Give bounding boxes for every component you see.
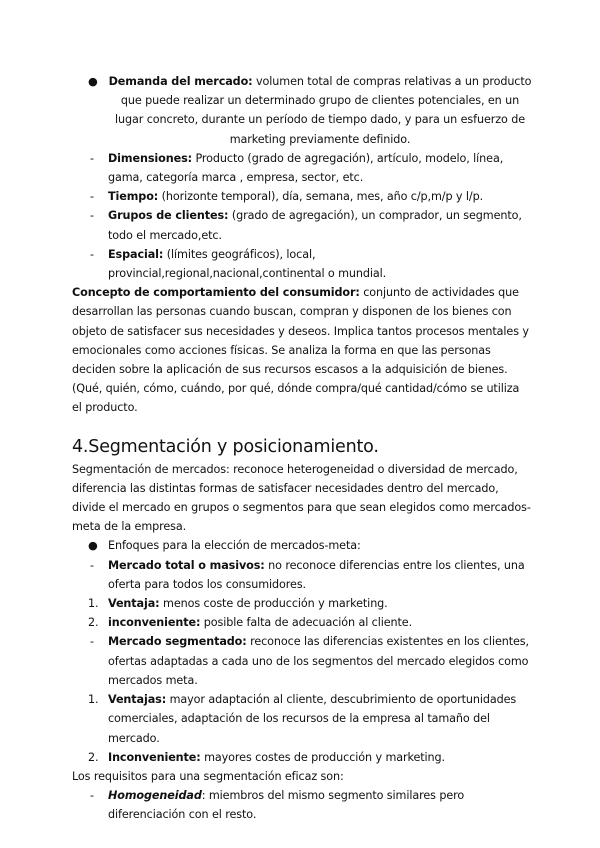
definition-text: mayores costes de producción y marketing.: [200, 750, 446, 764]
section-heading: 4.Segmentación y posicionamiento.: [72, 436, 379, 457]
term-label: Ventajas:: [108, 693, 167, 707]
dash-marker: -: [90, 558, 94, 572]
document-body: [72, 72, 532, 825]
term-label: Mercado total o masivos:: [108, 558, 265, 572]
definition-text: (horizonte temporal), día, semana, mes, año c/p,m/p y l/p.: [158, 190, 484, 204]
list-item-enfoques: [72, 536, 532, 555]
paragraph-segmentacion: Segmentación de mercados: reconoce heterogeneidad o diversidad de mercado, diferencia las distintas formas de satisfacer necesidades dentro del mercado, divide el mercado en grupos o segmentos para que sean elegidos como mercados-meta de la empresa.: [72, 462, 531, 534]
number-marker: 1.: [88, 597, 99, 611]
list-item-grupos: [72, 206, 532, 244]
term-label: Homogeneidad: [108, 789, 202, 803]
list-item-homogeneidad: [72, 786, 532, 824]
definition-text: posible falta de adecuación al cliente.: [200, 616, 413, 630]
definition-text: no reconoce diferencias entre los clientes, una oferta para todos los consumidores.: [108, 558, 525, 591]
item-text: Enfoques para la elección de mercados-meta:: [108, 539, 361, 553]
term-label: Concepto de comportamiento del consumidor:: [72, 286, 360, 300]
number-marker: 2.: [88, 616, 99, 630]
list-item-dimensiones: [72, 149, 532, 187]
bullet-marker: ●: [88, 75, 98, 88]
definition-text: menos coste de producción y marketing.: [159, 597, 388, 611]
list-item-demanda: [72, 72, 532, 149]
definition-text: mayor adaptación al cliente, descubrimiento de oportunidades comerciales, adaptación de los recursos de la empresa al tamaño del mercado.: [108, 693, 517, 745]
paragraph-concepto: [72, 283, 532, 417]
definition-text: conjunto de actividades que desarrollan las personas cuando buscan, compran y disponen de los bienes con objeto de satisfacer sus necesidades y deseos. Implica tantos procesos mentales y emocionales como acciones físicas. Se analiza la forma en que las personas deciden sobre la aplicación de sus recursos escasos a la adquisición de bienes. (Qué, quién, cómo, cuándo, por qué, dónde compra/qué cantidad/cómo se utiliza el producto.: [72, 286, 529, 415]
term-label: Mercado segmentado:: [108, 635, 247, 649]
list-item-ventajas: [72, 690, 532, 748]
number-marker: 2.: [88, 750, 99, 764]
term-label: Tiempo:: [108, 190, 159, 204]
term-label: Inconveniente:: [108, 750, 201, 764]
list-item-inconveniente-2: [72, 748, 532, 767]
term-label: Grupos de clientes:: [108, 209, 229, 223]
list-item-tiempo: [72, 187, 532, 206]
term-label: Dimensiones:: [108, 151, 192, 165]
list-item-ventaja: [72, 594, 532, 613]
number-marker: 1.: [88, 693, 99, 707]
dash-marker: -: [90, 247, 94, 261]
term-label: inconveniente:: [108, 616, 201, 630]
dash-marker: -: [90, 209, 94, 223]
definition-text: reconoce las diferencias existentes en los clientes, ofertas adaptadas a cada uno de los segmentos del mercado elegidos como mercados meta.: [108, 635, 529, 687]
list-item-mercado-total: [72, 556, 532, 594]
paragraph-requisitos: Los requisitos para una segmentación eficaz son:: [72, 769, 344, 783]
definition-text: Producto (grado de agregación), artículo, modelo, línea, gama, categoría marca , empresa, sector, etc.: [108, 151, 504, 185]
dash-marker: -: [90, 190, 94, 204]
dash-marker: -: [90, 635, 94, 649]
definition-text: (límites geográficos), local, provincial,regional,nacional,continental o mundial.: [108, 247, 387, 281]
list-item-espacial: [72, 245, 532, 283]
definition-text: volumen total de compras relativas a un producto que puede realizar un determinado grupo de clientes potenciales, en un lugar concreto, durante un período de tiempo dado, y para un esfuerzo de marketing previamente definido.: [115, 75, 532, 146]
term-label: Espacial:: [108, 247, 164, 261]
definition-text: : miembros del mismo segmento similares pero diferenciación con el resto.: [108, 789, 465, 822]
bullet-marker: ●: [88, 539, 98, 553]
list-item-mercado-segmentado: [72, 632, 532, 690]
dash-marker: -: [90, 151, 94, 165]
list-item-inconveniente: [72, 613, 532, 632]
term-label: Demanda del mercado:: [108, 75, 253, 88]
term-label: Ventaja:: [108, 597, 160, 611]
definition-text: (grado de agregación), un comprador, un segmento, todo el mercado,etc.: [108, 209, 522, 242]
dash-marker: -: [90, 789, 94, 803]
